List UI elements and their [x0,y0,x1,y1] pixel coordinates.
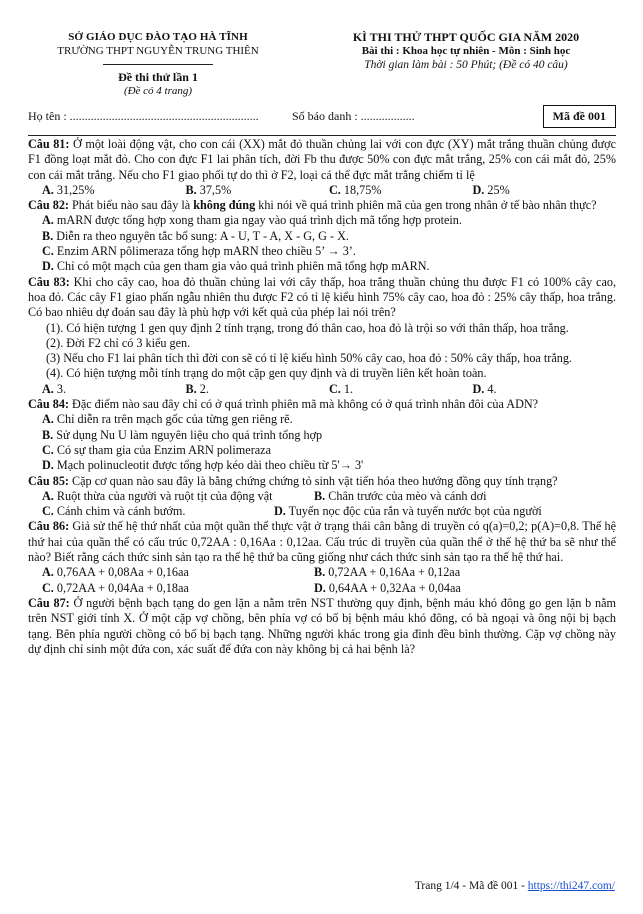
option-text: Chỉ diễn ra trên mạch gốc của từng gen riêng rẽ. [53,412,293,427]
option-text: 18,75% [340,182,382,197]
question-83 [28,275,616,321]
option-label: A. [42,565,54,580]
option-text: Enzim ARN pôlimeraza tổng hợp mARN theo chiều 5’ → 3’. [53,244,356,259]
option-text: Chỉ có một mạch của gen tham gia vào quá trình phiên mã tổng hợp mARN. [53,259,430,274]
option-text: Tuyến nọc độc của rắn và tuyến nước bọt của người [285,504,542,519]
question-text: Ở một loài động vật, cho con cái (XX) mắt đỏ thuần chủng lai với con đực (XY) mắt trắng thuần chủng được F1 đồng loạt mắt đỏ. Cho con đực F1 lai phân tích, đời Fb thu được 50% con đực mắt trắng, 25% con cái mắt đỏ, 25% con cái mắt trắng. Nếu cho F1 giao phối tự do thì ở F2, loại cá thể đực mắt trắng chiếm tỉ lệ [28,137,616,182]
exam-info-block [316,30,616,98]
option-label: B. [42,228,54,243]
questions-area [28,137,616,657]
option-text: Diễn ra theo nguyên tắc bổ sung: A - U, T - A, X - G, G - X. [53,228,349,243]
option-label: D. [42,458,54,473]
option-b [314,565,460,580]
option-text: 25% [484,182,510,197]
option-label: B. [314,565,326,580]
option-a [28,213,616,228]
option-d [473,183,617,198]
candidate-info-row [28,105,616,128]
option-label: D. [42,259,54,274]
question-emphasis: không đúng [193,198,256,213]
option-a [42,382,186,397]
question-text: khi nói về quá trình phiên mã của gen trong nhân ở tế bào nhân thực? [255,198,597,213]
question-number: Câu 85: [28,473,69,488]
option-text: 3. [53,381,67,396]
options-86-row1 [28,565,616,580]
option-d [314,581,461,596]
options-85-row1 [28,489,616,504]
candidate-name-field: Họ tên : ............................................................... [28,109,259,123]
option-a [42,183,186,198]
option-text: Có sự tham gia của Enzim ARN polimeraza [53,442,271,457]
option-label: C. [42,580,54,595]
option-label: B. [42,427,54,442]
department-name: SỞ GIÁO DỤC ĐÀO TẠO HÀ TĨNH [68,31,248,43]
option-c [329,183,473,198]
school-block [28,30,288,98]
option-b [28,229,616,244]
option-label: D. [472,182,485,197]
option-text: mARN được tổng hợp xong tham gia ngay vào quá trình dịch mã tổng hợp protein. [53,213,462,228]
option-text: 0,72AA + 0,04Aa + 0,18aa [53,580,189,595]
option-label: C. [42,504,54,519]
options-86-row2 [28,581,616,596]
exam-subject: Bài thi : Khoa học tự nhiên - Môn : Sinh học [361,45,571,57]
option-text: Sử dụng Nu U làm nguyên liệu cho quá trình tổng hợp [53,427,323,442]
footer-page-label: Trang 1/4 - Mã đề 001 - [414,880,528,892]
option-text: 31,25% [53,182,95,197]
option-text: 0,72AA + 0,16Aa + 0,12aa [325,565,461,580]
page-count: (Đề có 4 trang) [123,85,193,97]
question-81 [28,137,616,183]
candidate-number-field: Số báo danh : .................. [292,109,415,123]
statement-4: (4). Có hiện tượng mỗi tính trạng do một cặp gen quy định và di truyền liên kết hoàn toàn. [46,366,487,381]
exam-time: Thời gian làm bài : 50 Phút; (Đề có 40 câu) [364,59,568,71]
option-b [186,183,330,198]
option-label: A. [42,381,54,396]
header-divider [103,64,213,65]
option-text: Chân trước của mèo và cánh dơi [325,488,487,503]
option-a [28,412,616,427]
option-d [28,458,616,473]
option-c [42,504,274,519]
option-a [42,489,314,504]
option-label: A. [42,412,54,427]
statement-3: (3) Nếu cho F1 lai phân tích thì đời con sẽ có tỉ lệ kiểu hình 50% cây cao, hoa đỏ : 50% cây thấp, hoa trắng. [46,351,572,366]
question-text: Phát biểu nào sau đây là [68,198,194,213]
question-text: Giả sử thế hệ thứ nhất của một quần thể thực vật ở trạng thái cân bằng di truyền có q(a)=0,2; p(A)=0,8. Thế hệ thứ hai của quần thể có cấu trúc 0,72AA : 0,16Aa : 0,12aa. Cấu trúc di truyền của quần thể ở thế hệ thứ ba sẽ như thế nào? Biết rằng cách thức sinh sản tạo ra thế hệ thứ ba cũng giống như cách thức sinh sản tạo ra thế hệ thứ hai. [28,519,616,565]
option-text: 37,5% [196,182,232,197]
option-c [329,382,473,397]
option-text: 0,76AA + 0,08Aa + 0,16aa [53,565,189,580]
question-text: Khi cho cây cao, hoa đỏ thuần chủng lai với cây thấp, hoa trắng thuần chủng thu được F1 có 100% cây cao, hoa đỏ. Các cây F1 giao phấn ngẫu nhiên thu được F2 có tỉ lệ kiểu hình 75% cây cao, hoa đỏ : 25% cây thấp, hoa trắng. Có bao nhiêu dự đoán sau đây là phù hợp với kết quả của phép lai nói trên? [28,274,616,320]
question-number: Câu 81: [28,137,70,151]
exam-code-box: Mã đề 001 [543,105,616,128]
question-text: Ở người bệnh bạch tạng do gen lặn a nằm trên NST thường quy định, bệnh máu khó đông go gen lặn b nằm trên NST giới tính X. Ở một cặp vợ chồng, bên phía vợ có bố bị bệnh máu khó đông, có bà ngoại và ông nội bị bạch tạng. Bên phía người chồng có bố bị bạch tạng. Những người khác trong gia đình đều bình thường. Cặp vợ chồng này dự định chỉ sinh một đứa con, xác suất để đứa con này không bị cả hai bệnh là? [28,595,616,656]
option-a [42,565,314,580]
option-label: A. [42,488,54,503]
option-d [28,259,616,274]
question-number: Câu 83: [28,274,70,289]
option-label: A. [42,213,54,228]
option-d [274,504,542,519]
options-81 [28,183,616,198]
statement-1: (1). Có hiện tượng 1 gen quy định 2 tính trạng, trong đó thân cao, hoa đỏ là trội so với thân thấp, hoa trắng. [46,320,569,335]
option-text: 1. [340,381,354,396]
question-number: Câu 86: [28,519,70,534]
option-label: C. [329,182,341,197]
footer-link[interactable]: https://thi247.com/ [527,880,615,892]
option-label: B. [185,182,197,197]
options-85-row2 [28,504,616,519]
option-label: C. [329,381,341,396]
school-name: TRƯỜNG THPT NGUYỄN TRUNG THIÊN [57,45,259,57]
question-number: Câu 84: [28,397,69,412]
question-84 [28,397,616,412]
option-label: C. [42,442,54,457]
option-label: D. [472,381,485,396]
options-83 [28,382,616,397]
option-text: 2. [196,381,209,396]
option-c [42,581,314,596]
option-text: Ruột thừa của người và ruột tịt của động vật [53,488,273,503]
exam-number: Đề thi thử lần 1 [118,70,198,84]
question-86 [28,519,616,565]
question-text: Cặp cơ quan nào sau đây là bằng chứng chứng tỏ sinh vật tiến hóa theo hướng đồng quy tính trạng? [68,473,558,488]
option-label: B. [314,488,326,503]
statement-2: (2). Đời F2 chỉ có 3 kiểu gen. [46,335,191,350]
question-87 [28,596,616,657]
option-label: B. [185,381,197,396]
option-b [28,428,616,443]
option-d [473,382,617,397]
option-label: C. [42,244,54,259]
option-c [28,244,616,259]
option-c [28,443,616,458]
option-text: Cánh chim và cánh bướm. [53,504,186,519]
option-label: D. [274,504,286,519]
page-footer [415,880,615,892]
question-85 [28,474,616,489]
question-82 [28,198,616,213]
option-label: D. [314,580,326,595]
option-text: 0,64AA + 0,32Aa + 0,04aa [325,580,461,595]
option-b [186,382,330,397]
question-number: Câu 87: [28,595,70,610]
question-number: Câu 82: [28,198,69,213]
exam-header [28,30,616,98]
option-b [314,489,486,504]
option-text: 4. [484,381,497,396]
header-separator [28,135,616,136]
option-label: A. [42,182,54,197]
option-text: Mạch polinucleotit được tổng hợp kéo dài theo chiều từ 5'→ 3' [53,458,364,473]
exam-page [28,30,616,657]
question-text: Đặc điểm nào sau đây chỉ có ở quá trình phiên mã mà không có ở quá trình nhân đôi của ADN? [68,397,539,412]
exam-title: KÌ THI THỬ THPT QUỐC GIA NĂM 2020 [352,30,580,44]
